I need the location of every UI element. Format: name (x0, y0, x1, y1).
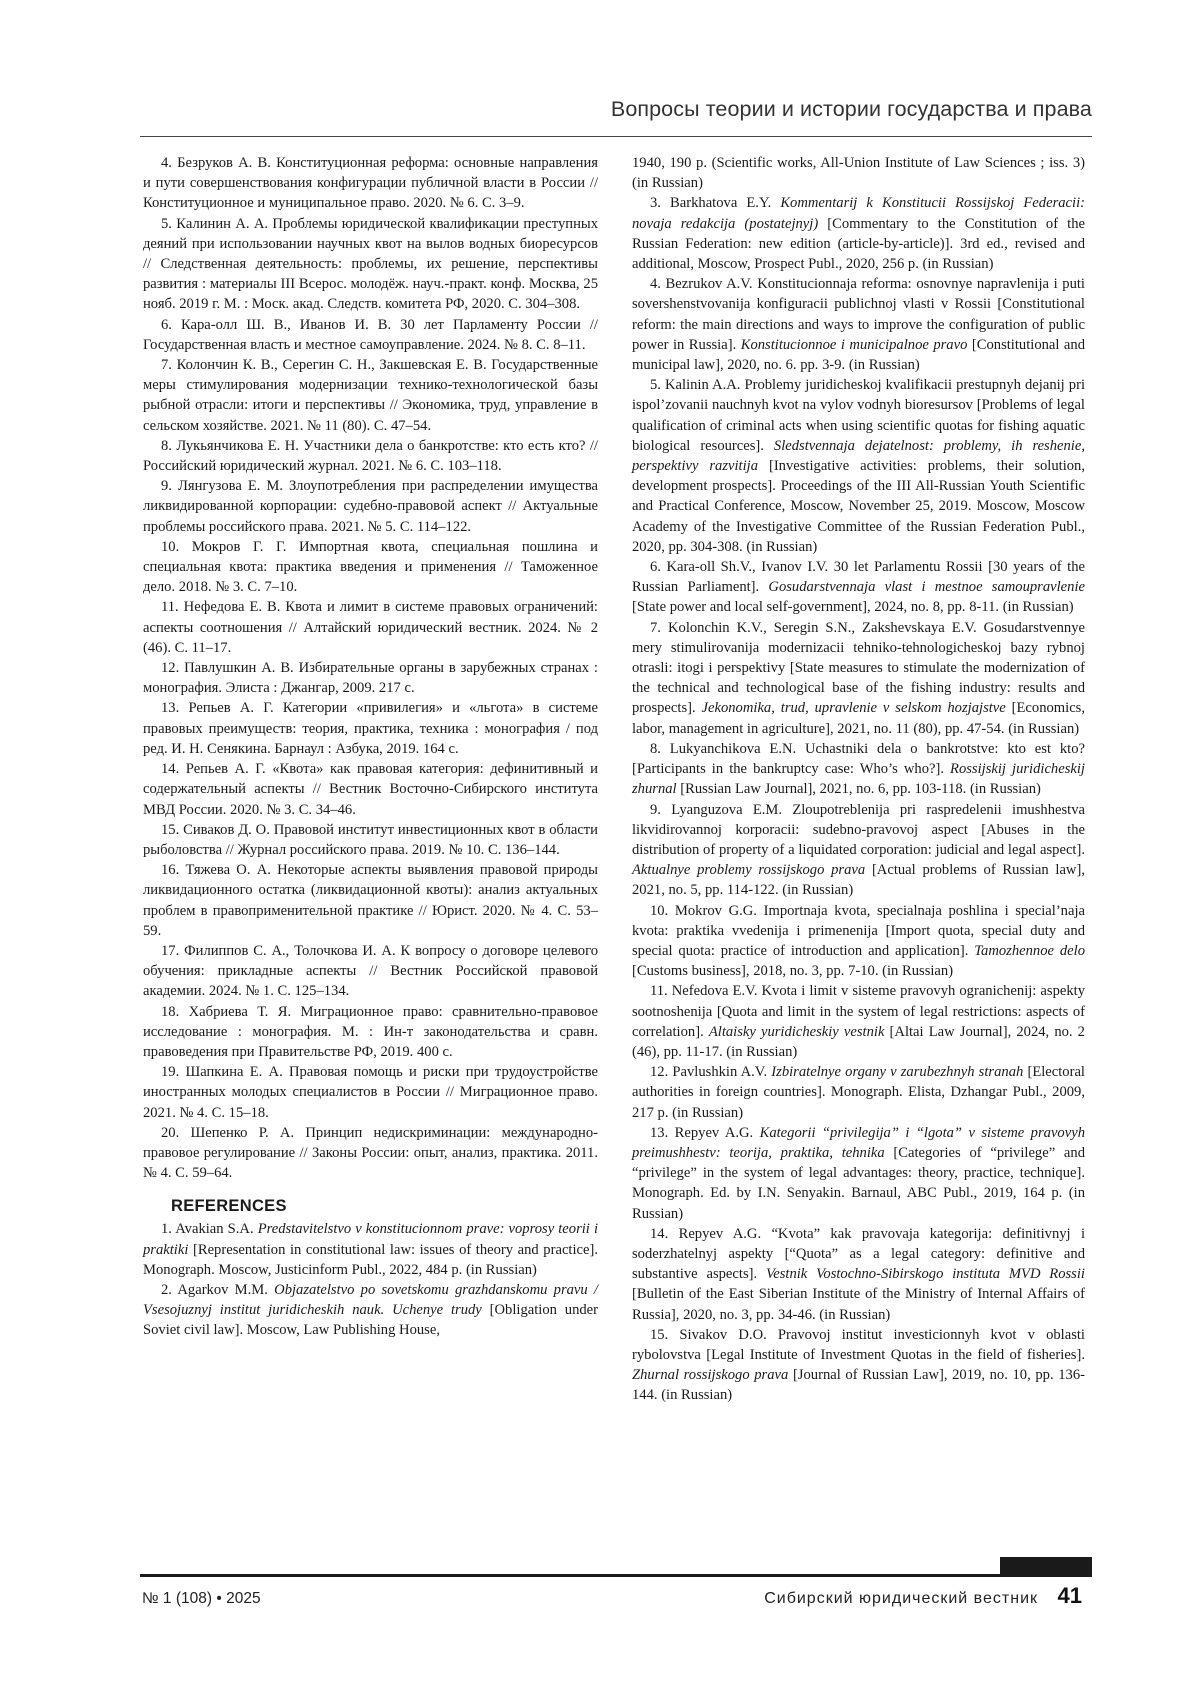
reference-entry (632, 193, 1085, 274)
reference-text: [State power and local self-government], 2024, no. 8, pp. 8-11. (in Russian) (632, 599, 1074, 616)
reference-text: 4. Bezrukov A.V. Konstitucionnaja reforma: osnovnye napravlenija i puti sovershenstvovanija konfiguracii publichnoj vlasti v Rossii [Constitutional reform: the main directions and ways to improve the configuration of public power in Russia]. (632, 276, 1085, 353)
reference-text: 7. Колончин К. В., Серегин С. Н., Закшевская Е. В. Государственные меры стимулирования модернизации технико-технологической базы рыбной отрасли: итоги и перспективы // Экономика, труд, управление в сельском хозяйстве. 2021. № 11 (80). С. 47–54. (143, 357, 598, 434)
reference-text: [Constitutional and municipal law], 2020, no. 6. pp. 3-9. (in Russian) (632, 336, 1085, 374)
reference-entry (632, 901, 1085, 982)
reference-entry (143, 476, 598, 537)
italic-title: Vestnik Vostochno-Sibirskogo instituta MVD Rossii (765, 1266, 1085, 1283)
italic-title: Predstavitelstvo v konstitucionnom prave: voprosy teorii i praktiki (143, 1221, 598, 1258)
reference-text: 5. Kalinin A.A. Problemy juridicheskoj kvalifikacii prestupnyh dejanij pri ispol’zovanii nauchnyh kvot na vylov vodnyh bioresursov [Problems of legal qualification of criminal acts when using scientific quotas for fishing aquatic biological resources]. (632, 377, 1085, 454)
reference-text: 9. Lyanguzova E.M. Zloupotreblenija pri raspredelenii imushhestva likvidirovannoj korporacii: sudebno-pravovoj aspect [Abuses in the distribution of property of a liquidated corporation: judicial and legal aspect]. (632, 801, 1085, 858)
russian-bibliography (143, 153, 598, 1183)
reference-entry (143, 1002, 598, 1063)
reference-text: 8. Lukyanchikova E.N. Uchastniki dela o bankrotstve: kto est kto? [Participants in the bankruptcy case: Who’s who?]. (632, 740, 1085, 778)
footer-rule (140, 1574, 1092, 1577)
reference-text: 3. Barkhatova E.Y. (650, 195, 781, 212)
reference-text: 10. Mokrov G.G. Importnaja kvota, specialnaja poshlina i special’naja kvota: praktika vvedenija i primenenija [Import quota, special duty and special quota: practice of introduction and application]. (632, 902, 1085, 959)
reference-entry (632, 153, 1085, 193)
reference-text: 13. Repyev A.G. (650, 1124, 760, 1141)
reference-entry (143, 820, 598, 860)
reference-text: 6. Кара-олл Ш. В., Иванов И. В. 30 лет Парламенту России // Государственная власть и местное самоуправление. 2024. № 8. С. 8–11. (143, 316, 598, 353)
reference-entry (143, 1280, 598, 1341)
italic-title: Objazatelstvo po sovetskomu grazhdanskomu pravu / Vsesojuznyj institut juridicheskih nauk. Uchenye trudy (143, 1281, 598, 1319)
reference-text: 17. Филиппов С. А., Толочкова И. А. К вопросу о договоре целевого обучения: прикладные аспекты // Вестник Российской правовой академии. 2024. № 1. С. 125–134. (143, 942, 598, 1000)
reference-entry (143, 597, 598, 658)
reference-text: 15. Сиваков Д. О. Правовой институт инвестиционных квот в области рыболовства // Журнал российского права. 2019. № 10. С. 136–144. (143, 821, 598, 858)
reference-text: 9. Лянгузова Е. М. Злоупотребления при распределении имущества ликвидированной корпорации: судебно-правовой аспект // Актуальные проблемы российского права. 2021. № 5. С. 114–122. (143, 478, 598, 535)
reference-entry (143, 1062, 598, 1123)
reference-entry (143, 315, 598, 355)
italic-title: Altaisky yuridicheskiy vestnik (708, 1023, 885, 1040)
italic-title: Sledstvennaja dejatelnost: problemy, ih reshenie, perspektivy razvitija (632, 437, 1085, 475)
reference-text: 15. Sivakov D.O. Pravovoj institut investicionnyh kvot v oblasti rybolovstva [Legal Institute of Investment Quotas in the field of fisheries]. (632, 1326, 1085, 1363)
running-header (140, 96, 1092, 137)
reference-text: [Electoral authorities in foreign countries]. Monograph. Elista, Dzhangar Publ., 2009, 217 p. (in Russian) (632, 1064, 1085, 1121)
footer-issue: № 1 (108) • 2025 (142, 1590, 261, 1607)
reference-entry (632, 800, 1085, 901)
reference-entry (632, 618, 1085, 739)
reference-text: [Obligation under Soviet civil law]. Moscow, Law Publishing House, (143, 1302, 598, 1339)
reference-text: 6. Kara-oll Sh.V., Ivanov I.V. 30 let Parlamentu Rossii [30 years of the Russian Parliament]. (632, 559, 1085, 596)
reference-entry (632, 1123, 1085, 1224)
reference-entry (143, 153, 598, 214)
italic-title: Izbiratelnye organy v zarubezhnyh stranah (771, 1064, 1024, 1081)
italic-title: Tamozhennoe delo (974, 942, 1085, 959)
reference-text: 1. Avakian S.A. (161, 1221, 258, 1238)
reference-text: 20. Шепенко Р. А. Принцип недискриминации: международно-правовое регулирование // Законы России: опыт, анализ, практика. 2011. № 4. С. 59–64. (143, 1124, 598, 1182)
reference-text: 8. Лукьянчикова Е. Н. Участники дела о банкротстве: кто есть кто? // Российский юридический журнал. 2021. № 6. С. 103–118. (143, 437, 598, 475)
reference-entry (143, 1123, 598, 1184)
reference-text: 4. Безруков А. В. Конституционная реформа: основные направления и пути совершенствования конфигурации публичной власти в России // Конституционное и муниципальное право. 2020. № 6. С. 3–9. (143, 155, 598, 212)
reference-text: [Altai Law Journal], 2024, no. 2 (46), pp. 11-17. (in Russian) (632, 1023, 1085, 1060)
reference-text: 7. Kolonchin K.V., Seregin S.N., Zakshevskaya E.V. Gosudarstvennye mery stimulirovanija modernizacii tehniko-tehnologicheskoj bazy rybnoj otrasli: itogi i perspektivy [State measures to stimulate the modernization of the technical and technological base of the fishing industry: results and prospects]. (632, 619, 1085, 717)
reference-text: 2. Agarkov M.M. (161, 1281, 275, 1298)
reference-entry (143, 860, 598, 941)
reference-text: 12. Павлушкин А. В. Избирательные органы в зарубежных странах : монография. Элиста : Джангар, 2009. 217 с. (143, 660, 598, 697)
page-number: 41 (1057, 1583, 1082, 1608)
reference-entry (143, 1219, 598, 1280)
reference-text: [Investigative activities: problems, their solution, development prospects]. Proceedings of the III All-Russian Youth Scientific and Practical Conference, Moscow, November 25, 2019. Moscow, Moscow Academy of the Investigative Committee of the Russian Federation Publ., 2020, pp. 304-308. (in Russian) (632, 458, 1085, 555)
reference-entry (632, 1224, 1085, 1325)
reference-entry (143, 698, 598, 759)
references-heading: REFERENCES (171, 1197, 287, 1216)
reference-text: [Representation in constitutional law: issues of theory and practice]. Monograph. Moscow, Justicinform Publ., 2022, 484 p. (in Russian) (143, 1241, 598, 1278)
reference-text: [Journal of Russian Law], 2019, no. 10, pp. 136-144. (in Russian) (632, 1367, 1085, 1404)
reference-text: 12. Pavlushkin A.V. (650, 1064, 772, 1081)
reference-entry (632, 375, 1085, 557)
reference-text: 13. Репьев А. Г. Категории «привилегия» и «льгота» в системе правовых преимуществ: теория, практика, техника : монография / под ред. И. Н. Сенякина. Барнаул : Азбука, 2019. 164 с. (143, 700, 598, 757)
reference-entry (632, 1325, 1085, 1406)
reference-text: 10. Мокров Г. Г. Импортная квота, специальная пошлина и специальная квота: практика введения и применения // Таможенное дело. 2018. № 3. С. 7–10. (143, 538, 598, 596)
italic-title: Kommentarij k Konstitucii Rossijskoj Federacii: novaja redakcija (postatejnyj) (632, 195, 1085, 232)
reference-entry (143, 436, 598, 476)
reference-text: 14. Repyev A.G. “Kvota” kak pravovaja kategorija: definitivnyj i soderzhatelnyj aspekty [“Quota” as a legal category: definitive and substantive aspects]. (632, 1225, 1085, 1283)
reference-entry (143, 941, 598, 1002)
reference-entry (632, 981, 1085, 1062)
reference-text: 11. Nefedova E.V. Kvota i limit v sisteme pravovyh ogranichenij: aspekty sootnoshenija [Quota and limit in the system of legal restrictions: aspects of correlation]. (632, 983, 1085, 1040)
italic-title: Kategorii “privilegija” i “lgota” v sisteme pravovyh preimushhestv: teorija, praktika, tehnika (632, 1124, 1085, 1161)
reference-text: 1940, 190 p. (Scientific works, All-Union Institute of Law Sciences ; iss. 3) (in Russian) (632, 155, 1085, 192)
reference-text: [Economics, labor, management in agriculture], 2021, no. 11 (80), pp. 47-54. (in Russian) (632, 700, 1086, 737)
reference-text: [Commentary to the Constitution of the Russian Federation: new edition (article-by-article)]. 3rd ed., revised and additional, Moscow, Prospect Publ., 2020, 256 p. (in Russian) (632, 215, 1085, 273)
reference-text: 11. Нефедова Е. В. Квота и лимит в системе правовых ограничений: аспекты соотношения // Алтайский юридический вестник. 2024. № 2 (46). С. 11–17. (143, 599, 598, 656)
reference-entry (632, 1062, 1085, 1123)
italic-title: Zhurnal rossijskogo prava (632, 1367, 789, 1384)
reference-text: [Customs business], 2018, no. 3, pp. 7-10. (in Russian) (632, 963, 954, 980)
italic-title: Gosudarstvennaja vlast i mestnoe samoupravlenie (768, 579, 1085, 596)
reference-text: [Categories of “privilege” and “privilege” in the system of legal advantages: theory, practice, technique]. Monograph. Ed. by I.N. Senyakin. Barnaul, ABC Publ., 2019, 164 p. (in Russian) (632, 1144, 1085, 1222)
italic-title: Rossijskij juridicheskij zhurnal (632, 761, 1085, 798)
reference-entry (632, 557, 1085, 618)
reference-text: 14. Репьев А. Г. «Квота» как правовая категория: дефинитивный и содержательный аспекты // Вестник Восточно-Сибирского института МВД России. 2020. № 3. С. 34–46. (143, 761, 598, 818)
reference-text: 19. Шапкина Е. А. Правовая помощь и риски при трудоустройстве иностранных молодых специалистов в России // Миграционное право. 2021. № 4. С. 15–18. (143, 1064, 598, 1121)
english-references (143, 1219, 598, 1340)
reference-entry (632, 739, 1085, 800)
reference-text: [Actual problems of Russian law], 2021, no. 5, pp. 114-122. (in Russian) (632, 862, 1085, 899)
reference-entry (143, 658, 598, 698)
italic-title: Konstitucionnoe i municipalnoe pravo (740, 336, 968, 353)
reference-text: 16. Тяжева О. А. Некоторые аспекты выявления правовой природы ликвидационного остатка (ликвидационной квоты): анализ актуальных проблем в правоприменительной практике // Юрист. 2020. № 4. С. 53–59. (143, 862, 598, 939)
reference-entry (143, 537, 598, 598)
reference-entry (632, 274, 1085, 375)
reference-entry (143, 355, 598, 436)
reference-text: [Russian Law Journal], 2021, no. 6, pp. 103-118. (in Russian) (676, 781, 1041, 798)
left-column (143, 153, 598, 1341)
italic-title: Jekonomika, trud, upravlenie v selskom hozjajstve (701, 700, 1006, 717)
reference-text: 18. Хабриева Т. Я. Миграционное право: сравнительно-правовое исследование : монография. М. : Ин-т законодательства и сравн. правоведения при Правительстве РФ, 2019. 400 с. (143, 1003, 598, 1060)
reference-text: [Bulletin of the East Siberian Institute of the Ministry of Internal Affairs of Russia], 2020, no. 3, pp. 34-46. (in Russian) (632, 1286, 1085, 1323)
reference-entry (143, 214, 598, 315)
reference-text: 5. Калинин А. А. Проблемы юридической квалификации преступных деяний при использовании научных квот на вылов водных биоресурсов // Следственная деятельность: проблемы, их решение, перспективы развития : материалы III Всерос. молодёж. науч.-практ. конф. Москва, 25 нояб. 2019 г. М. : Моск. акад. Следств. комитета РФ, 2020. С. 304–308. (143, 215, 598, 313)
running-title: Вопросы теории и истории государства и права (610, 97, 1092, 121)
italic-title: Aktualnye problemy rossijskogo prava (632, 862, 866, 879)
reference-entry (143, 759, 598, 820)
right-column (632, 153, 1085, 1406)
footer-journal-name: Сибирский юридический вестник (764, 1590, 1038, 1607)
